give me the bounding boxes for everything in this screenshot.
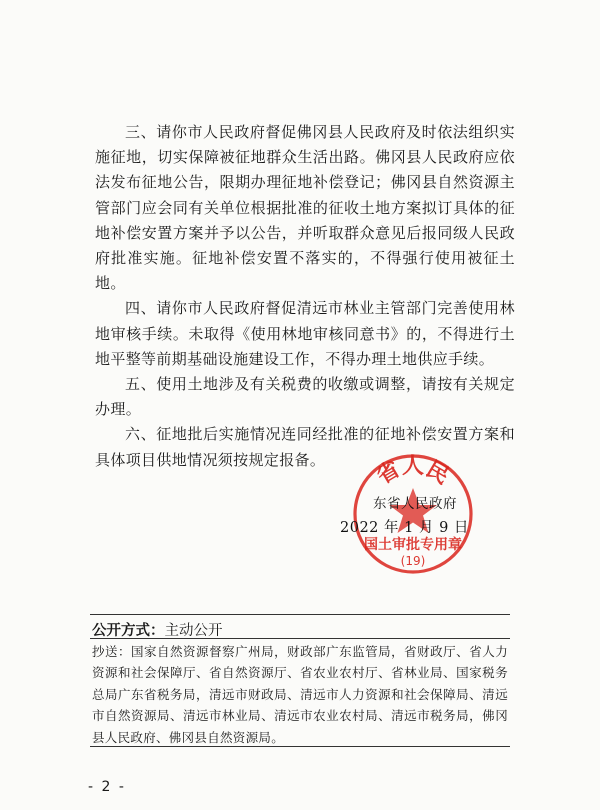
seal-top-textpath: 省人民: [372, 453, 454, 490]
seal-label: 国土审批专用章: [364, 537, 462, 553]
cc-block: [92, 641, 508, 748]
paragraph-4: 四、请你市人民政府督促清远市林业主管部门完善使用林地审核手续。未取得《使用林地审核同意书》的，不得进行土地平整等前期基础设施建设工作，不得办理土地供应手续。: [95, 299, 515, 368]
cc-label: 抄送：: [92, 644, 132, 659]
sign-date: 2022 年 1 月 9 日: [340, 520, 469, 536]
divider-middle: [90, 638, 510, 639]
paragraph-6: 六、征地批后实施情况连同经批准的征地补偿安置方案和具体项目供地情况须按规定报备。: [95, 425, 515, 469]
paragraph-3: 三、请你市人民政府督促佛冈县人民政府及时依法组织实施征地，切实保障被征地群众生活出路。佛冈县人民政府应依法发布征地公告，限期办理征地补偿登记；佛冈县自然资源主管部门应会同有关单位根据批准的征收土地方案拟订具体的征地补偿安置方案并予以公告，并听取群众意见后报同级人民政府批准实施。征地补偿安置不落实的，不得强行使用被征土地。: [95, 123, 515, 293]
document-body: [95, 120, 515, 473]
paragraph-5: 五、使用土地涉及有关税费的收缴或调整，请按有关规定办理。: [95, 375, 515, 419]
seal-top-text: [372, 453, 453, 490]
publication-mode: [92, 619, 223, 640]
seal-number: (19): [400, 554, 426, 568]
issuer-name: 东省人民政府: [373, 496, 457, 512]
signature-block: [330, 448, 480, 588]
cc-recipients: 国家自然资源督察广州局，财政部广东监管局，省财政厅、省人力资源和社会保障厅、省自然资源厅、省农业农村厅、省林业局、国家税务总局广东省税务局，清远市财政局、清远市人力资源和社会保障局、清远市自然资源局、清远市林业局、清远市农业农村局、清远市税务局，佛冈县人民政府、佛冈县自然资源局。: [92, 644, 509, 745]
page-number: - 2 -: [88, 779, 126, 795]
divider-top: [90, 614, 510, 615]
divider-bottom: [90, 746, 510, 747]
publication-label: 公开方式：: [92, 623, 165, 639]
publication-value: 主动公开: [164, 623, 223, 639]
